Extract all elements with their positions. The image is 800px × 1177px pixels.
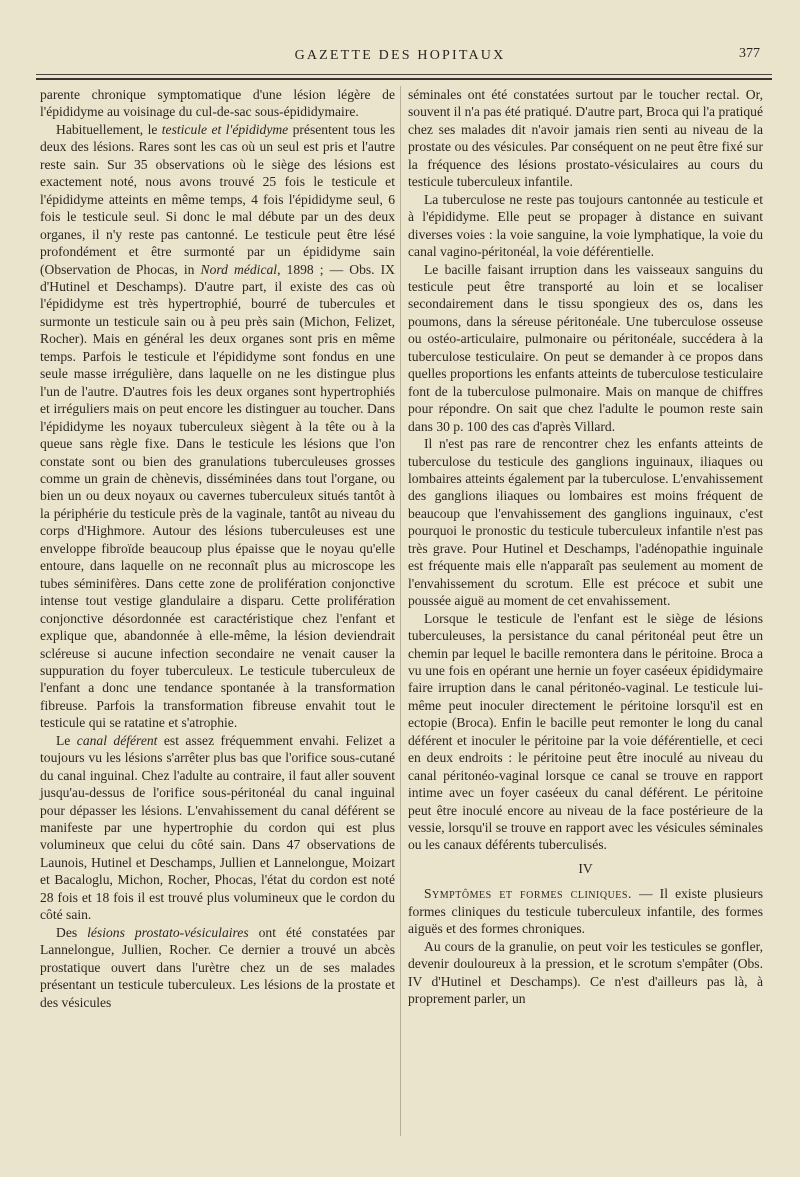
left-column [40, 86, 395, 1011]
right-column [408, 86, 763, 1008]
paragraph: Symptômes et formes cliniques. — Il existe plusieurs formes cliniques du testicule tuberculeux infantile, des formes aiguës et des formes chroniques. [408, 886, 763, 937]
paragraph: parente chronique symptomatique d'une lésion légère de l'épididyme au voisinage du cul-de-sac sous-épididymaire. [40, 87, 395, 120]
paragraph: Des lésions prostato-vésiculaires ont été constatées par Lannelongue, Jullien, Rocher. Ce dernier a trouvé un abcès prostatique ouvert dans l'urètre chez un de ses malades présentant un testicule tuberculeux. Les lésions de la prostate et des vésicules [40, 924, 395, 1010]
paragraph: Lorsque le testicule de l'enfant est le siège de lésions tuberculeuses, la persistance du canal péritonéal peut être un chemin par lequel le bacille remontera dans le péritoine. Broca a vu une fois en opérant une hernie un foyer caséeux épididymaire faire irruption dans le canal péritonéo-vaginal. Le testicule lui-même peut inoculer directement le péritoine lorsqu'il est en ectopie (Broca). Enfin le bacille peut remonter le long du canal déférent et inoculer le péritoine par la voie déférentielle, et ceci en deux endroits : le péritoine peut être inoculé au niveau du canal péritonéo-vaginal lorsque ce canal se trouve en rapport intime avec un foyer caséeux du canal déférent. Le péritoine peut être inoculé encore au niveau de la face postérieure de la vessie, lorsqu'il se trouve en rapport avec les vésicules séminales ou les canaux déférents tuberculisés. [408, 610, 763, 853]
header-rule-thick [36, 78, 772, 80]
column-divider [400, 86, 401, 1136]
section-heading: Symptômes et formes cliniques. [424, 886, 632, 902]
paragraph: Habituellement, le testicule et l'épididyme présentent tous les deux des lésions. Rares sont les cas où un seul est pris et l'autre reste sain. Sur 35 observations où le siège des lésions est exactement noté, nous avons trouvé 25 fois le testicule et l'épididyme atteints en même temps, 4 fois l'épididyme seul, 6 fois le testicule seul. Si donc le mal débute par un des deux organes, il n'y reste pas cantonné. Le testicule peut être lésé profondément et être surmonté par un épididyme sain (Observation de Phocas, in Nord médical, 1898 ; — Obs. IX d'Hutinel et Deschamps). D'autre part, il existe des cas où l'épididyme est très hypertrophié, bourré de tubercules et surmonte un testicule sain ou à peu près sain (Michon, Felizet, Rocher). Mais en général les deux organes sont pris en même temps. Parfois le testicule et l'épididyme sont fondus en une seule masse irrégulière, dans laquelle on ne les distingue plus l'un de l'autre. D'autres fois les deux organes sont hypertrophiés et irréguliers mais on peut encore les distinguer au toucher. Dans l'épididyme les noyaux tuberculeux siègent à la tête ou à la queue sans règle fixe. Dans le testicule les lésions que l'on constate sont ou bien des granulations tuberculeuses grosses comme un grain de chènevis, disséminées dans tout l'organe, ou bien un ou deux noyaux ou cavernes tuberculeux situés tantôt à la périphérie du testicule près de la vaginale, tantôt au niveau du corps d'Highmore. Autour des lésions tuberculeuses est une enveloppe fibroïde beaucoup plus épaisse que le noyau qu'elle entoure, dans laquelle on ne reconnaît plus au microscope les tubes séminifères. Dans cette zone de prolifération conjonctive intense tout vestige glandulaire a disparu. Cette prolifération conjonctive désordonnée est caractéristique chez l'enfant et explique que, abandonnée à elle-même, la lésion deviendrait scléreuse si aucune infection secondaire ne venait causer la suppuration du foyer tuberculeux. Le testicule tuberculeux de l'enfant a donc une tendance spontanée à la transformation fibreuse. Parfois la transformation fibreuse envahit tout le testicule qui se ratatine et s'atrophie. [40, 121, 395, 731]
journal-title: GAZETTE DES HOPITAUX [294, 48, 506, 63]
paragraph: La tuberculose ne reste pas toujours cantonnée au testicule et à l'épididyme. Elle peut se propager à distance en suivant diverses voies : la voie sanguine, la voie lymphatique, la voie du canal vagino-péritonéal, la voie déférentielle. [408, 191, 763, 260]
header-rule-thin [36, 74, 772, 75]
paragraph: Au cours de la granulie, on peut voir les testicules se gonfler, devenir douloureux à la pression, et le scrotum s'empâter (Obs. IV d'Hutinel et Deschamps). Ce n'est d'ailleurs pas là, à proprement parler, un [408, 938, 763, 1007]
paragraph: Le bacille faisant irruption dans les vaisseaux sanguins du testicule peut être transporté au loin et se localiser secondairement dans le tissu spongieux des os, dans les poumons, dans la séreuse péritonéale. Une tuberculose osseuse ou ostéo-articulaire, pulmonaire ou péritonéale, succédera à la tuberculose testiculaire. On peut se demander à ce propos dans quelles proportions les enfants atteints de tuberculose testiculaire font de la tuberculose pulmonaire. Mais on manque de chiffres pour répondre. On sait que chez l'adulte le poumon reste sain dans 30 p. 100 des cas d'après Villard. [408, 261, 763, 434]
paragraph: Le canal déférent est assez fréquemment envahi. Felizet a toujours vu les lésions s'arrêter plus bas que l'orifice sous-cutané du canal inguinal. Chez l'adulte au contraire, il faut aller souvent jusqu'au-dessus de l'orifice sous-péritonéal du canal inguinal pour dépasser les lésions. L'envahissement du canal déférent se manifeste par une hypertrophie du cordon qui est plus volumineux que celui du côté sain. Dans 47 observations de Launois, Hutinel et Deschamps, Jullien et Lannelongue, Moizart et Bacaloglu, Michon, Rocher, Phocas, l'état du cordon est noté 28 fois et 18 fois il est trouvé plus volumineux que le cordon du côté sain. [40, 732, 395, 923]
paragraph: séminales ont été constatées surtout par le toucher rectal. Or, souvent il n'a pas été pratiqué. D'autre part, Broca qui l'a pratiqué chez ses malades dit n'avoir jamais rien senti au niveau de la prostate ou des vésicules. Par conséquent on ne peut être fixé sur la fréquence des lésions prostato-vésiculaires au cours du testicule tuberculeux infantile. [408, 87, 763, 190]
paragraph: Il n'est pas rare de rencontrer chez les enfants atteints de tuberculose du testicule des ganglions inguinaux, iliaques ou lombaires atteints également par la tuberculose. L'envahissement des ganglions iliaques ou lombaires est moins fréquent de beaucoup que l'envahissement des ganglions inguinaux, c'est pourquoi le pronostic du testicule tuberculeux infantile n'est pas très grave. Pour Hutinel et Deschamps, l'adénopathie inguinale est fréquente mais elle n'apparaît pas seulement au moment de l'envahissement du scrotum. Elle est précoce et subit une poussée aiguë au moment de cet envahissement. [408, 436, 763, 609]
page-number: 377 [739, 46, 760, 61]
running-head [0, 44, 800, 68]
section-number: IV [578, 860, 593, 876]
